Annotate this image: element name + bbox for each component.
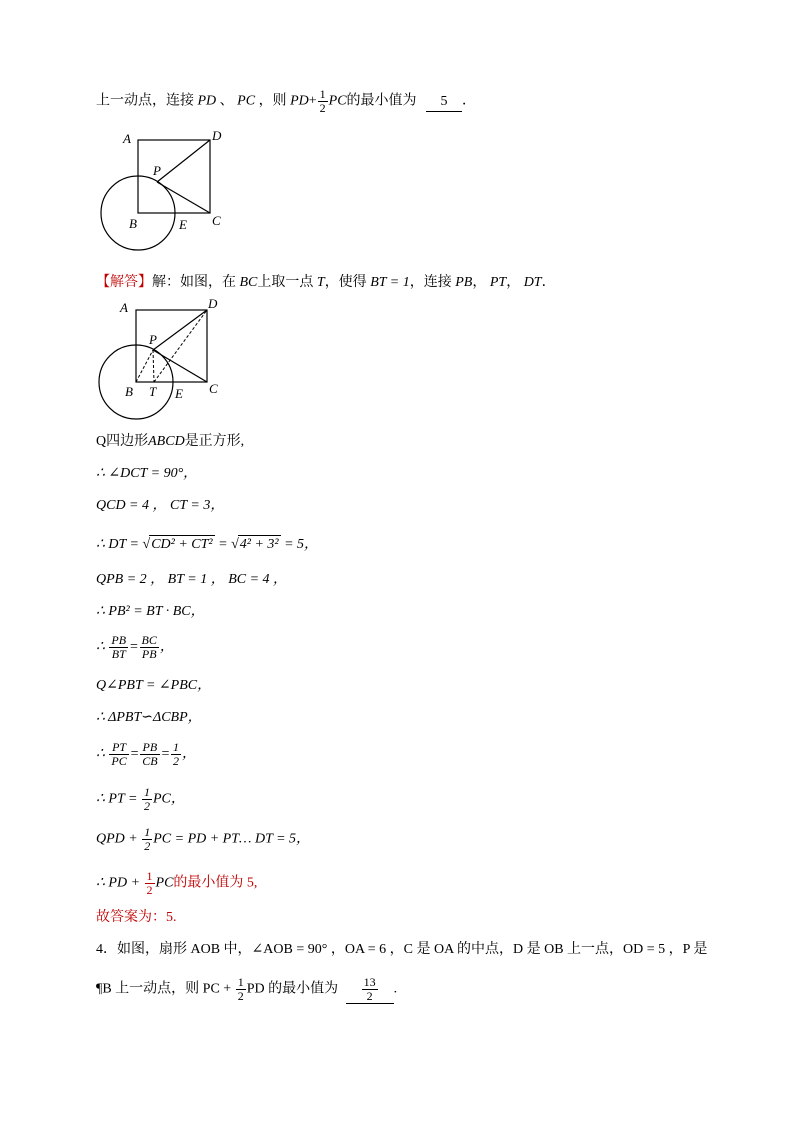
figure-square-circle-1	[95, 125, 235, 260]
problem4-line2: ¶B 上一动点，则 PC + $\frac{1}{2}$ PD 的最小值为 $\frac{13}{2}$ .	[96, 975, 398, 1003]
label-c: C	[212, 213, 221, 228]
label-c-2: C	[209, 381, 218, 396]
label-e-2: E	[175, 386, 183, 401]
step-5: QPB = 2 ， BT = 1 ， BC = 4 ，	[96, 572, 288, 587]
step-9: ∴ ΔPBT∽ΔCBP，	[96, 710, 202, 725]
step-13: ∴ PD + $\frac{1}{2}$ PC的最小值为 5,	[96, 869, 258, 897]
step-11: ∴ PT = $\frac{1}{2}$ PC，	[96, 785, 185, 813]
label-p-2: P	[149, 332, 157, 347]
fraction-half: $\frac{1}{2}$	[319, 87, 326, 115]
step-4: ∴ DT = √CD² + CT² = √4² + 3² = 5，	[96, 537, 319, 552]
solution-intro: 【解答】解：如图，在 BC上取一点 T，使得 BT = 1，连接 PB， PT， DT．	[96, 275, 556, 290]
label-b: B	[129, 216, 137, 231]
label-p: P	[153, 163, 161, 178]
answer-blank: 5	[426, 93, 462, 112]
label-e: E	[179, 217, 187, 232]
label-d-2: D	[208, 296, 218, 311]
label-a: A	[123, 131, 131, 146]
segment-pt-dashed	[153, 350, 154, 382]
segment-pd-2	[153, 310, 207, 350]
step-6: ∴ PB² = BT · BC，	[96, 604, 205, 619]
label-d: D	[212, 128, 222, 143]
step-3: QCD = 4 ， CT = 3，	[96, 498, 225, 513]
step-8: Q∠PBT = ∠PBC，	[96, 678, 212, 693]
step-10: ∴ $\frac{PT}{PC}$ = $\frac{PB}{CB}$ = $\frac{1}{2}$ ，	[96, 740, 197, 768]
square-abcd	[138, 140, 210, 213]
answer-blank-4: $\frac{13}{2}$	[346, 976, 394, 1004]
segment-pc-2	[153, 350, 207, 382]
step-2: ∴ ∠DCT = 90°，	[96, 466, 198, 481]
label-t-2: T	[149, 384, 157, 399]
figure-square-circle-2	[93, 293, 233, 423]
problem3-statement: 上一动点，连接 PD 、 PC ，则 PD+ $\frac{1}{2}$ PC的最小值为 5 ．	[96, 87, 477, 115]
label-a-2: A	[120, 300, 128, 315]
solution-tag: 【解答】	[96, 275, 152, 290]
label-b-2: B	[125, 384, 133, 399]
answer-line: 故答案为：5.	[96, 910, 177, 925]
problem4-line1: 4．如图，扇形 AOB 中，∠AOB = 90° ，OA = 6 ，C 是 OA 的中点，D 是 OB 上一点，OD = 5 ，P 是	[96, 942, 708, 957]
segment-pd	[157, 140, 210, 182]
segment-pc	[157, 182, 210, 213]
segment-pb-dashed	[136, 350, 153, 382]
segment-dt-dashed	[154, 310, 207, 382]
step-7: ∴ $\frac{PB}{BT}$ = $\frac{BC}{PB}$ ，	[96, 633, 174, 661]
step-12: QPD + $\frac{1}{2}$ PC = PD + PT… DT = 5，	[96, 825, 311, 853]
step-1: Q四边形ABCD是正方形,	[96, 434, 245, 449]
